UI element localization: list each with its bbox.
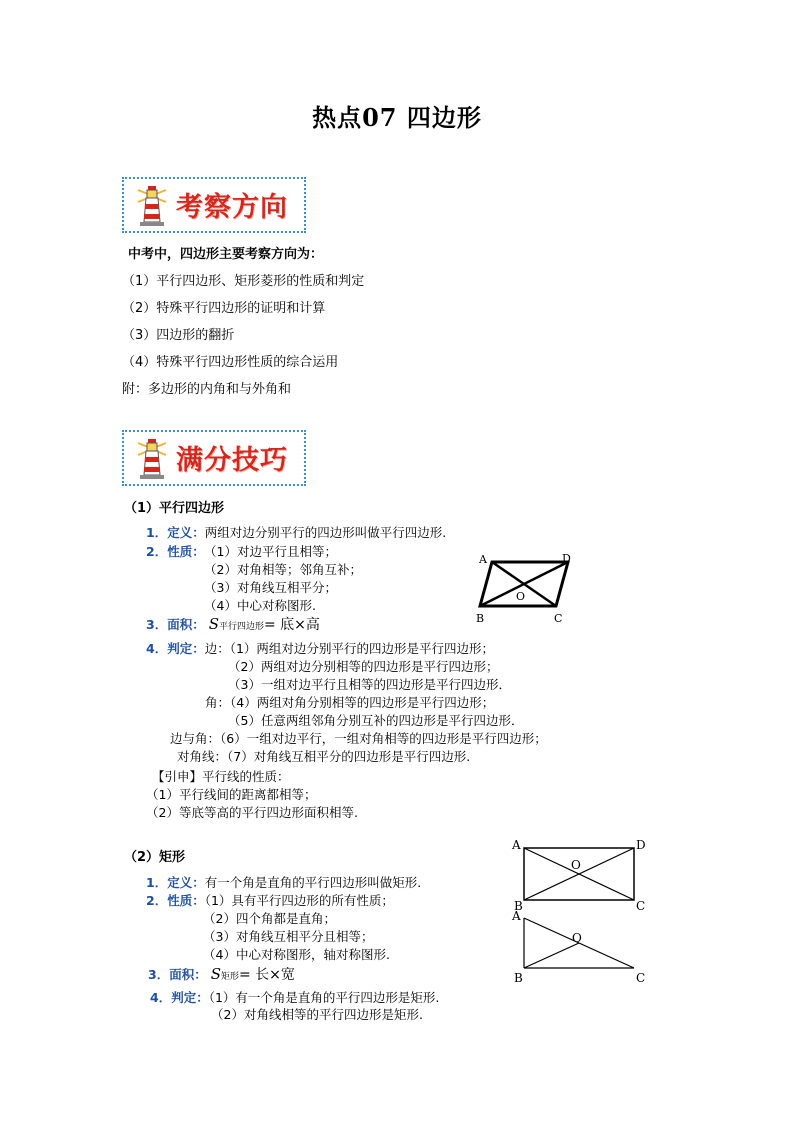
area-symbol: S (210, 965, 221, 983)
judge-item: （4）两组对角分别相等的四边形是平行四边形； (230, 695, 495, 710)
judge-item: （2）对角线相等的平行四边形是矩形. (211, 1007, 423, 1022)
property-item: （2）对角相等；邻角互补； (204, 562, 362, 577)
label-o: O (516, 590, 526, 603)
area-subscript: 平行四边形 (218, 622, 264, 632)
area-formula: = 底×高 (264, 617, 320, 633)
area-line (146, 614, 320, 634)
num: 3． (146, 617, 168, 632)
banner-examine (122, 177, 306, 233)
label-d: D (636, 838, 646, 852)
judge-item: （1）有一个角是直角的平行四边形是矩形. (208, 990, 440, 1005)
num: 4． (146, 641, 168, 656)
label: 性质： (167, 544, 205, 559)
note-item: （2）等底等高的平行四边形面积相等. (146, 805, 358, 820)
label-o: O (571, 858, 581, 872)
label-b: B (514, 899, 523, 912)
judge-line (205, 693, 494, 711)
label-c: C (554, 612, 563, 625)
intro-text: 中考中，四边形主要考察方向为： (128, 247, 324, 262)
judge-line (150, 988, 439, 1006)
list-item: （1）平行四边形、矩形菱形的性质和判定 (122, 274, 365, 289)
judge-item: （3）一组对边平行且相等的四边形是平行四边形． (228, 677, 511, 692)
num: 2． (146, 544, 168, 559)
lighthouse-icon (134, 182, 170, 228)
judge-item: （6）一组对边平行，一组对角相等的四边形是平行四边形； (220, 731, 547, 746)
note-item: （1）平行线间的距离都相等； (146, 787, 317, 802)
property-item: （3）对角线互相平分且相等； (203, 929, 374, 944)
judge-line (146, 639, 494, 657)
section-heading: （2）矩形 (124, 850, 186, 865)
property-item: （4）中心对称图形. (204, 598, 316, 613)
area-line (148, 964, 295, 984)
label-b: B (476, 612, 485, 625)
definition-line (146, 523, 446, 541)
judge-diag-label: 对角线： (177, 749, 228, 764)
area-subscript: 矩形 (220, 972, 239, 982)
section-heading: （1）平行四边形 (124, 501, 225, 516)
label-a: A (512, 909, 521, 923)
num: 3． (148, 967, 170, 982)
property-line (146, 891, 394, 909)
text: 有一个角是直角的平行四边形叫做矩形. (204, 875, 422, 890)
label: 面积： (167, 617, 205, 632)
label-d: D (562, 552, 571, 565)
banner-title: 考察方向 (176, 192, 288, 223)
banner-skills (122, 430, 306, 486)
label: 面积： (169, 967, 207, 982)
list-item: （4）特殊平行四边形性质的综合运用 (122, 355, 339, 370)
median-bo (524, 943, 579, 968)
list-item: （3）四边形的翻折 (122, 328, 235, 343)
area-formula: = 长×宽 (239, 967, 295, 983)
judge-line (177, 747, 470, 765)
lighthouse-icon (134, 435, 170, 481)
label: 判定： (167, 641, 205, 656)
property-item: （2）四个角都是直角； (203, 911, 336, 926)
page-title: 热点07 四边形 (312, 103, 482, 132)
label-b: B (514, 971, 523, 985)
label-a: A (512, 838, 521, 852)
label-c: C (636, 971, 646, 985)
appendix-text: 附：多边形的内角和与外角和 (122, 382, 292, 397)
judge-angle-label: 角： (205, 695, 231, 710)
property-item: （1）对边平行且相等； (204, 544, 337, 559)
label: 判定： (171, 990, 209, 1005)
judge-item: （7）对角线互相平分的四边形是平行四边形. (227, 749, 471, 764)
banner-title: 满分技巧 (176, 445, 288, 476)
label-a: A (479, 553, 487, 566)
judge-item: （2）两组对边分别相等的四边形是平行四边形； (228, 659, 499, 674)
label-c: C (636, 899, 646, 912)
property-item: （4）中心对称图形，轴对称图形. (203, 947, 390, 962)
num: 1． (146, 525, 168, 540)
list-item: （2）特殊平行四边形的证明和计算 (122, 301, 326, 316)
property-item: （1）具有平行四边形的所有性质； (204, 893, 394, 908)
right-triangle-figure (508, 906, 654, 986)
label: 性质： (167, 893, 205, 908)
num: 4． (150, 990, 172, 1005)
judge-item: （5）任意两组邻角分别互补的四边形是平行四边形． (228, 713, 524, 728)
label-o: O (572, 931, 582, 945)
label: 定义： (167, 875, 205, 890)
property-line (146, 542, 205, 560)
label: 定义： (167, 525, 205, 540)
judge-item: （1）两组对边分别平行的四边形是平行四边形； (229, 641, 494, 656)
property-item: （3）对角线互相平分； (204, 580, 337, 595)
definition-line (146, 873, 421, 891)
note-title: 【引申】平行线的性质： (152, 769, 290, 784)
judge-side-label: 边： (204, 641, 230, 656)
num: 2． (146, 893, 168, 908)
judge-side-angle-label: 边与角： (170, 731, 221, 746)
judge-line (170, 729, 547, 747)
area-symbol: S (208, 615, 219, 633)
text: 两组对边分别平行的四边形叫做平行四边形. (204, 525, 447, 540)
rectangle-figure (508, 836, 654, 912)
num: 1． (146, 875, 168, 890)
parallelogram-figure (470, 548, 580, 628)
